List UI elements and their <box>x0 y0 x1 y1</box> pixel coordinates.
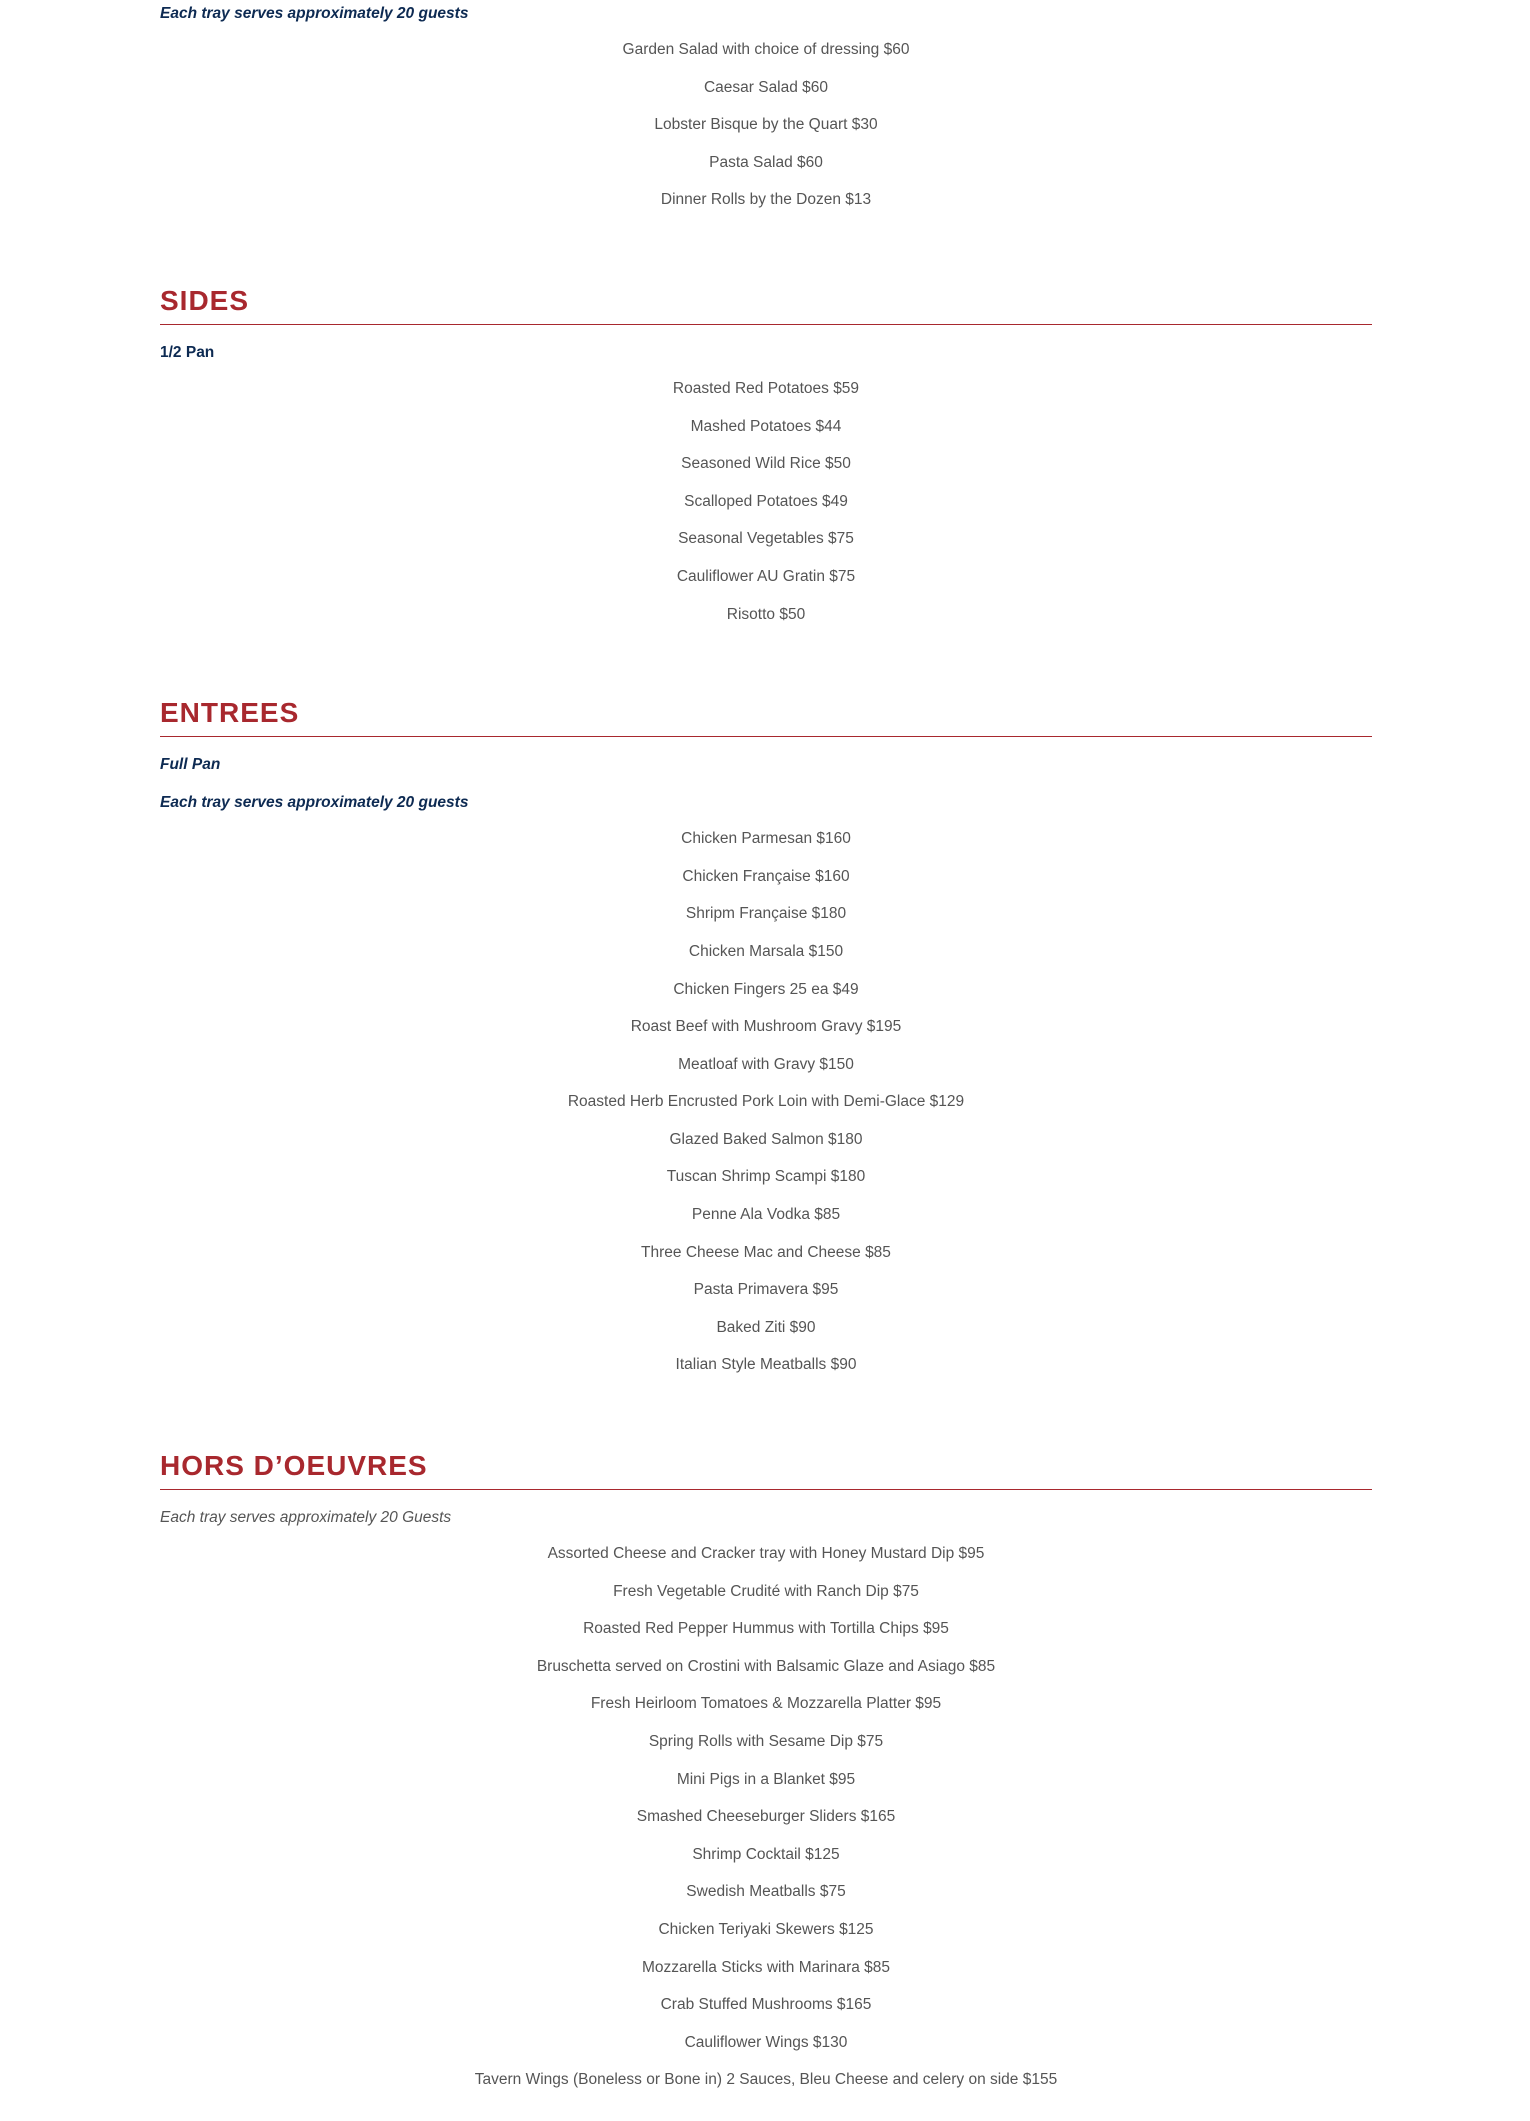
salads-section <box>160 0 1372 226</box>
sides-list <box>160 377 1372 640</box>
salads-serving-note: Each tray serves approximately 20 guests <box>160 5 469 22</box>
sides-heading: SIDES <box>160 284 250 316</box>
menu-item: Cauliflower Wings $130 <box>684 2033 848 2051</box>
salads-list <box>160 38 1372 226</box>
menu-item: Chicken Teriyaki Skewers $125 <box>658 1920 874 1938</box>
menu-item: Chicken Parmesan $160 <box>681 830 851 848</box>
menu-item: Baked Ziti $90 <box>716 1318 816 1336</box>
entrees-pan-note: Full Pan <box>160 756 221 774</box>
menu-item: Tavern Wings (Boneless or Bone in) 2 Sauces, Bleu Cheese and celery on side $155 <box>474 2071 1058 2089</box>
menu-item: Tuscan Shrimp Scampi $180 <box>666 1168 866 1186</box>
hors-doeuvres-serving-note: Each tray serves approximately 20 Guests <box>160 1509 452 1527</box>
menu-item: Lobster Bisque by the Quart $30 <box>654 116 878 134</box>
menu-item: Assorted Cheese and Cracker tray with Honey Mustard Dip $95 <box>547 1545 985 1563</box>
menu-item: Seasoned Wild Rice $50 <box>681 455 851 473</box>
menu-item: Bruschetta served on Crostini with Balsamic Glaze and Asiago $85 <box>536 1657 996 1675</box>
entrees-section <box>160 694 1372 1391</box>
menu-item: Seasonal Vegetables $75 <box>678 530 854 548</box>
entrees-divider <box>160 736 1372 737</box>
menu-item: Smashed Cheeseburger Sliders $165 <box>636 1808 896 1826</box>
hors-doeuvres-section <box>160 1447 1372 2106</box>
menu-item: Pasta Primavera $95 <box>693 1281 839 1299</box>
sides-section <box>160 282 1372 640</box>
menu-item: Fresh Heirloom Tomatoes & Mozzarella Platter $95 <box>590 1695 942 1713</box>
menu-item: Roasted Red Pepper Hummus with Tortilla Chips $95 <box>583 1620 949 1638</box>
menu-item: Fresh Vegetable Crudité with Ranch Dip $75 <box>613 1582 919 1600</box>
menu-item: Chicken Marsala $150 <box>688 942 844 960</box>
menu-item: Risotto $50 <box>726 605 806 623</box>
hors-doeuvres-list <box>160 1542 1372 2106</box>
menu-item: Shripm Française $180 <box>685 905 847 923</box>
menu-item: Shrimp Cocktail $125 <box>692 1845 840 1863</box>
menu-item: Pasta Salad $60 <box>709 153 823 171</box>
menu-item: Meatloaf with Gravy $150 <box>678 1055 854 1073</box>
menu-item: Dinner Rolls by the Dozen $13 <box>660 191 872 209</box>
entrees-serving-note: Each tray serves approximately 20 guests <box>160 794 469 812</box>
menu-item: Roasted Herb Encrusted Pork Loin with Demi-Glace $129 <box>567 1093 965 1111</box>
menu-item: Caesar Salad $60 <box>703 78 829 96</box>
hors-doeuvres-heading: HORS D’OEUVRES <box>160 1450 428 1482</box>
menu-item: Roasted Red Potatoes $59 <box>672 379 860 397</box>
menu-item: Glazed Baked Salmon $180 <box>669 1130 863 1148</box>
menu-item: Scalloped Potatoes $49 <box>684 492 848 510</box>
entrees-list <box>160 827 1372 1391</box>
menu-item: Mozzarella Sticks with Marinara $85 <box>641 1958 891 1976</box>
menu-item: Spring Rolls with Sesame Dip $75 <box>648 1733 884 1750</box>
menu-item: Roast Beef with Mushroom Gravy $195 <box>630 1018 902 1036</box>
menu-item: Italian Style Meatballs $90 <box>675 1356 857 1374</box>
menu-item: Chicken Française $160 <box>682 867 850 885</box>
hors-doeuvres-divider <box>160 1489 1372 1490</box>
sides-pan-note: 1/2 Pan <box>160 343 215 361</box>
menu-item: Garden Salad with choice of dressing $60 <box>622 41 910 58</box>
menu-item: Three Cheese Mac and Cheese $85 <box>641 1243 891 1261</box>
menu-item: Chicken Fingers 25 ea $49 <box>673 980 859 998</box>
menu-item: Swedish Meatballs $75 <box>686 1883 846 1901</box>
menu-item: Penne Ala Vodka $85 <box>691 1206 841 1224</box>
menu-item: Cauliflower AU Gratin $75 <box>676 567 856 585</box>
menu-page <box>160 0 1372 2106</box>
menu-item: Mashed Potatoes $44 <box>690 417 842 435</box>
sides-divider <box>160 324 1372 325</box>
entrees-heading: ENTREES <box>160 697 300 729</box>
menu-item: Mini Pigs in a Blanket $95 <box>676 1770 856 1788</box>
menu-item: Crab Stuffed Mushrooms $165 <box>660 1996 872 2014</box>
